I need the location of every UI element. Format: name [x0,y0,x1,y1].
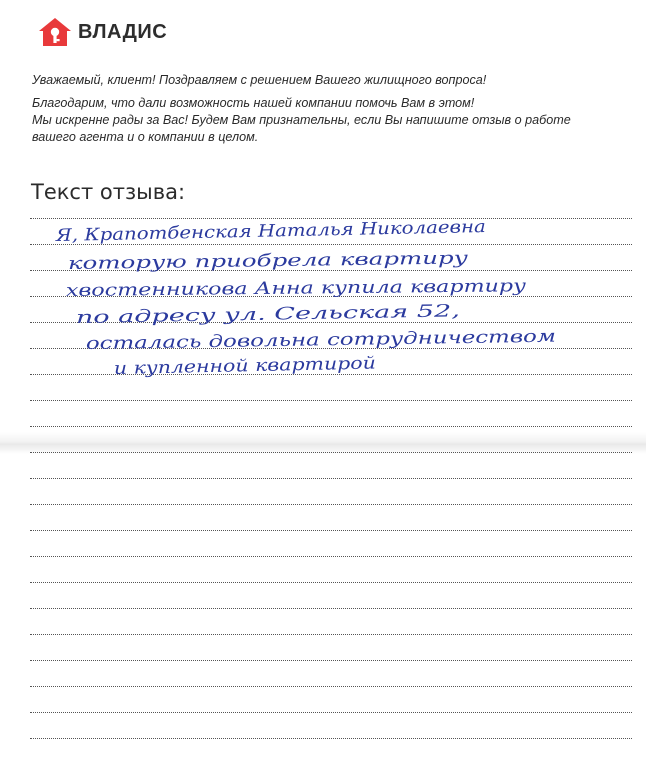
brand-logo [38,17,167,47]
handwriting-line: и купленной квартирой [113,354,332,379]
ruled-line [30,296,632,297]
ruled-line [30,686,632,687]
ruled-lines [30,218,632,768]
ruled-line [30,270,632,271]
handwriting-line: осталась довольна сотрудничеством [85,328,436,354]
ruled-line [30,660,632,661]
brand-name: ВЛАДИС [78,20,168,43]
ruled-line [30,634,632,635]
handwriting-line: которую приобрела квартиру [67,250,346,274]
ruled-line [30,322,632,323]
ruled-line [30,530,632,531]
ruled-line [30,582,632,583]
ruled-line [30,426,632,427]
handwriting-line: Я, Крапотбенская Наталья Николаевна [55,218,427,246]
ruled-line [30,712,632,713]
intro-request: Мы искренне рады за Вас! Будем Вам признательны, если Вы напишите отзыв о работе [32,113,571,127]
intro-thanks: Благодарим, что дали возможность нашей компании помочь Вам в этом! [32,96,475,110]
ruled-line [30,738,632,739]
handwriting-line: хвостенникова Анна купила квартиру [65,277,419,301]
ruled-line [30,348,632,349]
ruled-line [30,374,632,375]
ruled-line [30,218,632,219]
ruled-line [30,400,632,401]
intro-message [32,72,622,146]
scan-fold-shadow [0,432,646,454]
intro-greeting: Уважаемый, клиент! Поздравляем с решением Вашего жилищного вопроса! [32,73,487,87]
ruled-line [30,556,632,557]
ruled-line [30,504,632,505]
handwriting-line: по адресу ул. Сельская 52, [75,303,318,328]
ruled-line [30,608,632,609]
review-title: Текст отзыва: [31,180,186,204]
intro-request-cont: вашего агента и о компании в целом. [32,130,259,144]
ruled-line [30,244,632,245]
house-key-icon [38,17,72,47]
ruled-line [30,478,632,479]
